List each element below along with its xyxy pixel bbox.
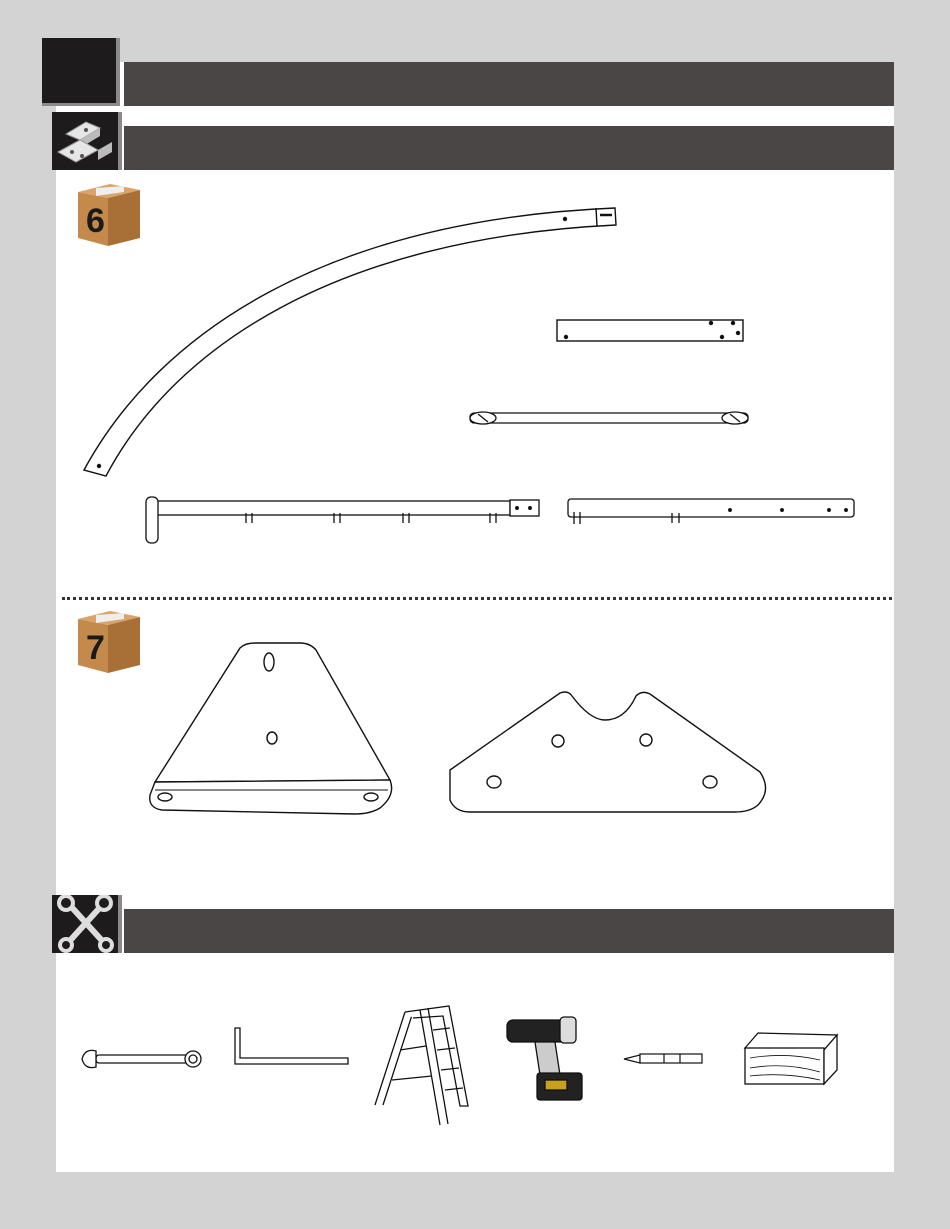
allen-key-icon xyxy=(235,1028,348,1064)
drill-bit-icon xyxy=(624,1054,702,1063)
box-7-label: 7 xyxy=(86,629,105,667)
step-ladder-icon xyxy=(375,1006,468,1125)
cordless-drill-icon xyxy=(507,1017,582,1100)
wood-block-icon xyxy=(745,1033,837,1084)
wrench-icon xyxy=(82,1050,201,1067)
box-6-label: 6 xyxy=(86,202,105,240)
